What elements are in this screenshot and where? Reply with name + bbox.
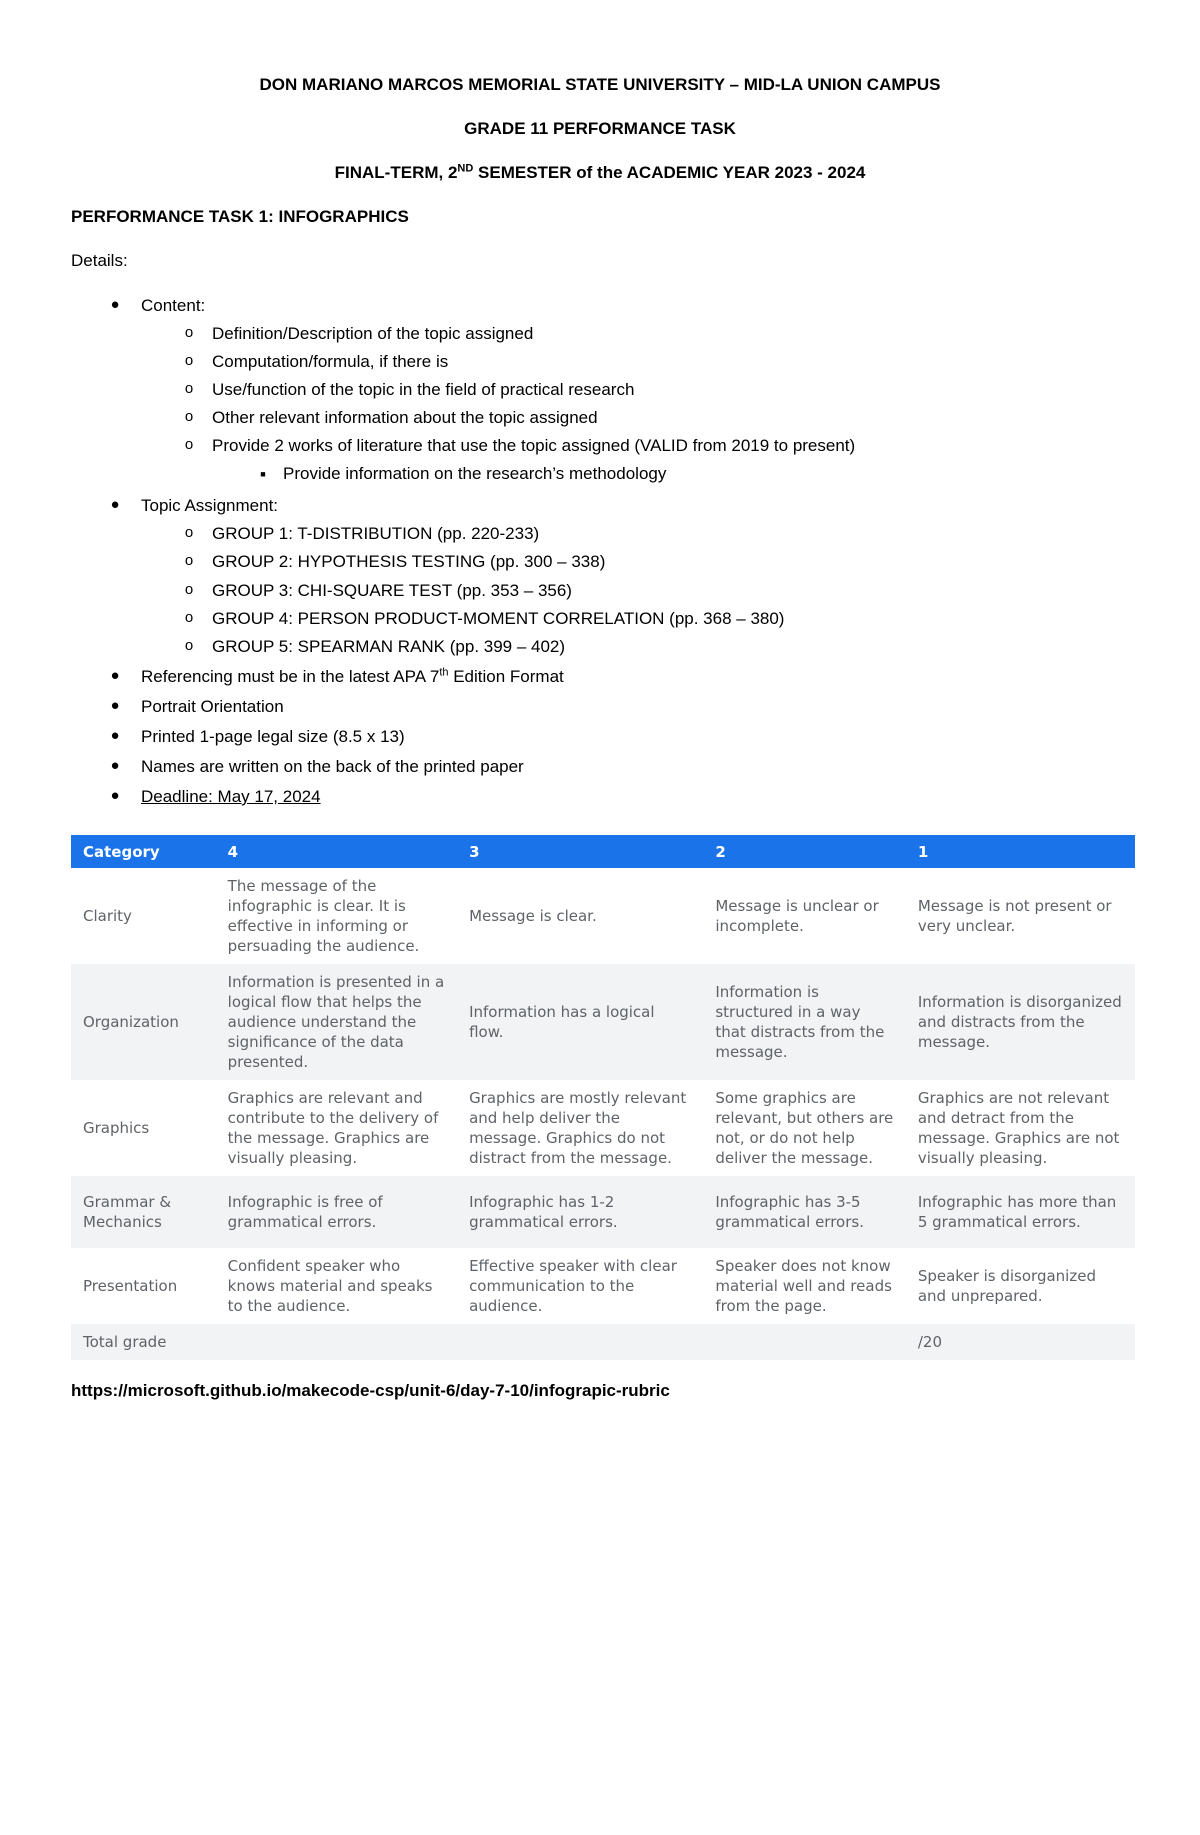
square-bullet-icon: ■ [260, 469, 266, 479]
list-item [184, 581, 572, 601]
list-item [260, 464, 667, 484]
table-row [71, 868, 1135, 964]
cell-score-3: Information has a logical flow. [457, 964, 703, 1080]
printed-text: Printed 1-page legal size (8.5 x 13) [141, 727, 405, 746]
circle-bullet-icon: o [184, 524, 194, 541]
list-item [184, 324, 534, 344]
total-value: /20 [906, 1324, 1135, 1360]
table-row [71, 1248, 1135, 1324]
details-label: Details: [71, 251, 128, 270]
cell-score-3: Effective speaker with clear communication to the audience. [457, 1248, 703, 1324]
bullet-topic-assignment [110, 496, 279, 516]
cell-score-4: The message of the infographic is clear. It is effective in informing or persuading the audience. [216, 868, 457, 964]
cell-score-1: Message is not present or very unclear. [906, 868, 1135, 964]
empty-cell [703, 1324, 906, 1360]
cell-score-2: Infographic has 3-5 grammatical errors. [703, 1176, 906, 1248]
content-item: Definition/Description of the topic assigned [212, 324, 534, 343]
cell-score-1: Graphics are not relevant and detract from the message. Graphics are not visually pleasing. [906, 1080, 1135, 1176]
referencing-suffix: Edition Format [448, 667, 564, 686]
group-item: GROUP 2: HYPOTHESIS TESTING (pp. 300 – 338) [212, 552, 606, 571]
cell-score-3: Graphics are mostly relevant and help deliver the message. Graphics do not distract from the message. [457, 1080, 703, 1176]
list-item [184, 609, 785, 629]
task-title: PERFORMANCE TASK 1: INFOGRAPHICS [71, 207, 409, 226]
content-item: Other relevant information about the topic assigned [212, 408, 598, 427]
cell-score-2: Speaker does not know material well and reads from the page. [703, 1248, 906, 1324]
referencing-superscript: th [439, 666, 449, 679]
total-label: Total grade [71, 1324, 216, 1360]
circle-bullet-icon: o [184, 637, 194, 654]
circle-bullet-icon: o [184, 380, 194, 397]
bullet-referencing [110, 666, 564, 687]
group-item: GROUP 1: T-DISTRIBUTION (pp. 220-233) [212, 524, 540, 543]
content-item: Computation/formula, if there is [212, 352, 449, 371]
cell-score-3: Message is clear. [457, 868, 703, 964]
term-line [0, 163, 1200, 183]
term-superscript: ND [457, 162, 474, 175]
deadline-text: Deadline: May 17, 2024 [141, 787, 321, 806]
cell-score-4: Confident speaker who knows material and speaks to the audience. [216, 1248, 457, 1324]
empty-cell [216, 1324, 457, 1360]
content-label: Content: [141, 296, 206, 315]
term-suffix: SEMESTER of the ACADEMIC YEAR 2023 - 2024 [473, 163, 866, 182]
circle-bullet-icon: o [184, 352, 194, 369]
table-header-row [71, 835, 1135, 868]
table-row [71, 1176, 1135, 1248]
source-url: https://microsoft.github.io/makecode-csp/unit-6/day-7-10/infograpic-rubric [71, 1381, 670, 1400]
circle-bullet-icon: o [184, 408, 194, 425]
bullet-dot-icon: ● [110, 296, 120, 313]
list-item [184, 352, 449, 372]
header-score-2: 2 [703, 835, 906, 868]
row-category: Graphics [71, 1080, 216, 1176]
term-prefix: FINAL-TERM, 2 [334, 163, 458, 182]
bullet-content [110, 296, 206, 316]
cell-score-2: Message is unclear or incomplete. [703, 868, 906, 964]
cell-score-1: Information is disorganized and distracts from the message. [906, 964, 1135, 1080]
cell-score-4: Infographic is free of grammatical errors. [216, 1176, 457, 1248]
header-score-4: 4 [216, 835, 457, 868]
empty-cell [457, 1324, 703, 1360]
cell-score-4: Graphics are relevant and contribute to the delivery of the message. Graphics are visually pleasing. [216, 1080, 457, 1176]
grade-title: GRADE 11 PERFORMANCE TASK [464, 119, 736, 138]
total-row [71, 1324, 1135, 1360]
content-sub-item: Provide information on the research’s methodology [283, 464, 667, 483]
table-row [71, 964, 1135, 1080]
bullet-orientation [110, 697, 284, 717]
cell-score-4: Information is presented in a logical flow that helps the audience understand the significance of the data presented. [216, 964, 457, 1080]
circle-bullet-icon: o [184, 581, 194, 598]
cell-score-2: Some graphics are relevant, but others are not, or do not help deliver the message. [703, 1080, 906, 1176]
circle-bullet-icon: o [184, 436, 194, 453]
bullet-dot-icon: ● [110, 727, 120, 744]
header-score-1: 1 [906, 835, 1135, 868]
topic-assignment-label: Topic Assignment: [141, 496, 279, 515]
bullet-dot-icon: ● [110, 697, 120, 714]
university-name: DON MARIANO MARCOS MEMORIAL STATE UNIVERSITY – MID-LA UNION CAMPUS [259, 75, 941, 94]
content-item: Provide 2 works of literature that use the topic assigned (VALID from 2019 to present) [212, 436, 856, 455]
row-category: Organization [71, 964, 216, 1080]
cell-score-2: Information is structured in a way that distracts from the message. [703, 964, 906, 1080]
list-item [184, 380, 635, 400]
bullet-dot-icon: ● [110, 757, 120, 774]
table-row [71, 1080, 1135, 1176]
header-score-3: 3 [457, 835, 703, 868]
cell-score-3: Infographic has 1-2 grammatical errors. [457, 1176, 703, 1248]
bullet-printed [110, 727, 405, 747]
bullet-names [110, 757, 524, 777]
group-item: GROUP 3: CHI-SQUARE TEST (pp. 353 – 356) [212, 581, 572, 600]
bullet-dot-icon: ● [110, 496, 120, 513]
bullet-dot-icon: ● [110, 667, 120, 684]
circle-bullet-icon: o [184, 609, 194, 626]
names-text: Names are written on the back of the printed paper [141, 757, 524, 776]
referencing-prefix: Referencing must be in the latest APA 7 [141, 667, 440, 686]
list-item [184, 408, 598, 428]
group-item: GROUP 4: PERSON PRODUCT-MOMENT CORRELATION (pp. 368 – 380) [212, 609, 785, 628]
row-category: Presentation [71, 1248, 216, 1324]
row-category: Clarity [71, 868, 216, 964]
cell-score-1: Infographic has more than 5 grammatical errors. [906, 1176, 1135, 1248]
list-item [184, 552, 606, 572]
rubric-table [71, 835, 1135, 1360]
circle-bullet-icon: o [184, 552, 194, 569]
orientation-text: Portrait Orientation [141, 697, 284, 716]
list-item [184, 637, 566, 657]
row-category: Grammar & Mechanics [71, 1176, 216, 1248]
list-item [184, 524, 540, 544]
bullet-deadline [110, 787, 321, 807]
content-item: Use/function of the topic in the field of practical research [212, 380, 635, 399]
cell-score-1: Speaker is disorganized and unprepared. [906, 1248, 1135, 1324]
header-category: Category [71, 835, 216, 868]
list-item [184, 436, 856, 456]
bullet-dot-icon: ● [110, 787, 120, 804]
group-item: GROUP 5: SPEARMAN RANK (pp. 399 – 402) [212, 637, 566, 656]
circle-bullet-icon: o [184, 324, 194, 341]
